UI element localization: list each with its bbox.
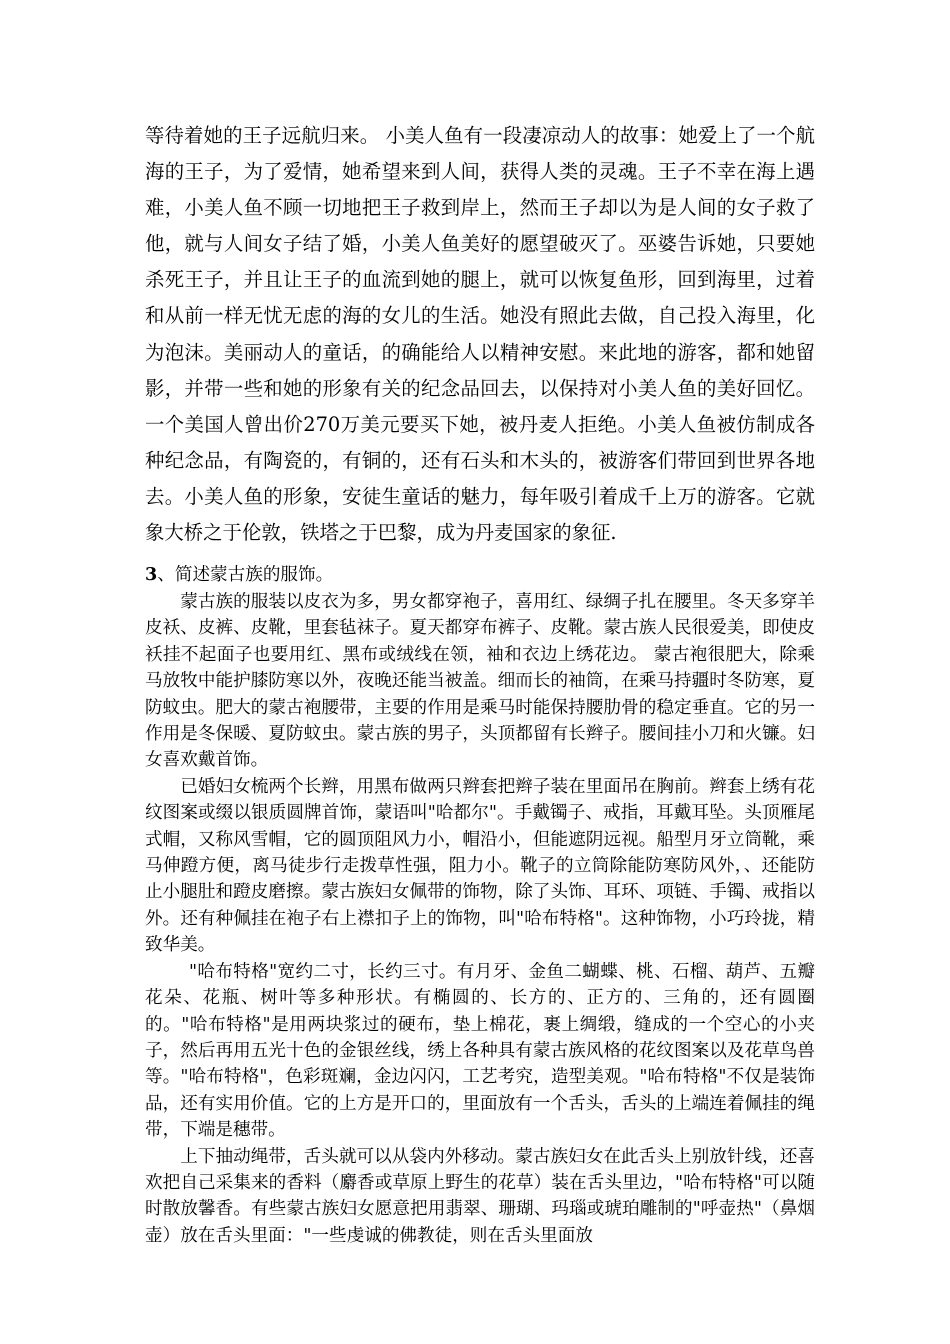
paragraph-little-mermaid: 等待着她的王子远航归来。 小美人鱼有一段凄凉动人的故事：她爱上了一个航海的王子，为了爱情，她希望来到人间，获得人类的灵魂。王子不幸在海上遇难，小美人鱼不顾一切地把王子救到岸上，然而王子却以为是人间的女子救了他，就与人间女子结了婚，小美人鱼美好的愿望破灭了。巫婆告诉她，只要她杀死王子，并且让王子的血流到她的腿上，就可以恢复鱼形，回到海里，过着和从前一样无忧无虑的海的女儿的生活。她没有照此去做，自己投入海里，化为泡沫。美丽动人的童话，的确能给人以精神安慰。来此地的游客，都和她留影，并带一些和她的形象有关的纪念品回去，以保持对小美人鱼的美好回忆。一个美国人曾出价270万美元要买下她，被丹麦人拒绝。小美人鱼被仿制成各种纪念品，有陶瓷的，有铜的，还有石头和木头的，被游客们带回到世界各地去。小美人鱼的形象，安徒生童话的魅力，每年吸引着成千上万的游客。它就象大桥之于伦敦，铁塔之于巴黎，成为丹麦国家的象征. bbox=[145, 124, 815, 545]
paragraph: 已婚妇女梳两个长辫，用黑布做两只辫套把辫子装在里面吊在胸前。辫套上绣有花纹图案或缀以银质圆牌首饰，蒙语叫"哈都尔"。手戴镯子、戒指，耳戴耳坠。头顶雁尾式帽，又称风雪帽，它的圆顶阻风力小，帽沿小，但能遮阴远视。船型月牙立筒靴，乘马伸蹬方便，离马徒步行走拨草性强，阻力小。靴子的立筒除能防寒防风外，、还能防止小腿肚和蹬皮磨擦。蒙古族妇女佩带的饰物，除了头饰、耳环、项链、手镯、戒指以外。还有种佩挂在袍子右上襟扣子上的饰物，叫"哈布特格"。这种饰物，小巧玲拢，精致华美。 bbox=[145, 776, 815, 956]
section-body bbox=[145, 589, 815, 1249]
previous-section-body bbox=[145, 118, 815, 551]
section-heading bbox=[145, 562, 815, 588]
section-number: 3 bbox=[145, 564, 158, 585]
paragraph: "哈布特格"宽约二寸，长约三寸。有月牙、金鱼二蝴蝶、桃、石榴、葫芦、五瓣花朵、花瓶、树叶等多种形状。有椭圆的、长方的、正方的、三角的，还有圆圈的。"哈布特格"是用两块浆过的硬布，垫上棉花，裹上绸缎，缝成的一个空心的小夹子，然后再用五光十色的金银丝线，绣上各种具有蒙古族风格的花纹图案以及花草鸟兽等。"哈布特格"，色彩斑斓，金边闪闪，工艺考究，造型美观。"哈布特格"不仅是装饰品，还有实用价值。它的上方是开口的，里面放有一个舌头，舌头的上端连着佩挂的绳带，下端是穗带。 bbox=[145, 961, 815, 1141]
paragraph: 上下抽动绳带，舌头就可以从袋内外移动。蒙古族妇女在此舌头上别放针线，还喜欢把自己采集来的香料（麝香或草原上野生的花草）装在舌头里边，"哈布特格"可以随时散放馨香。有些蒙古族妇女愿意把用翡翠、珊瑚、玛瑙或琥珀雕制的"呼壶热"（鼻烟壶）放在舌头里面："一些虔诚的佛教徒，则在舌头里面放 bbox=[145, 1146, 815, 1246]
paragraph: 蒙古族的服装以皮衣为多，男女都穿袍子，喜用红、绿绸子扎在腰里。冬天多穿羊皮袄、皮裤、皮靴，里套毡袜子。夏天都穿布裤子、皮靴。蒙古族人民很爱美，即使皮袄挂不起面子也要用红、黑布或绒线在领，袖和衣边上绣花边。 蒙古袍很肥大，除乘马放牧中能护膝防寒以外，夜晚还能当被盖。细而长的袖筒，在乘马持疆时冬防寒，夏防蚊虫。肥大的蒙古袍腰带，主要的作用是乘马时能保持腰肋骨的稳定垂直。它的另一作用是冬保暖、夏防蚊虫。蒙古族的男子，头顶都留有长辫子。腰间挂小刀和火镰。妇女喜欢戴首饰。 bbox=[145, 592, 815, 771]
section-title: 、简述蒙古族的服饰。 bbox=[157, 565, 334, 585]
